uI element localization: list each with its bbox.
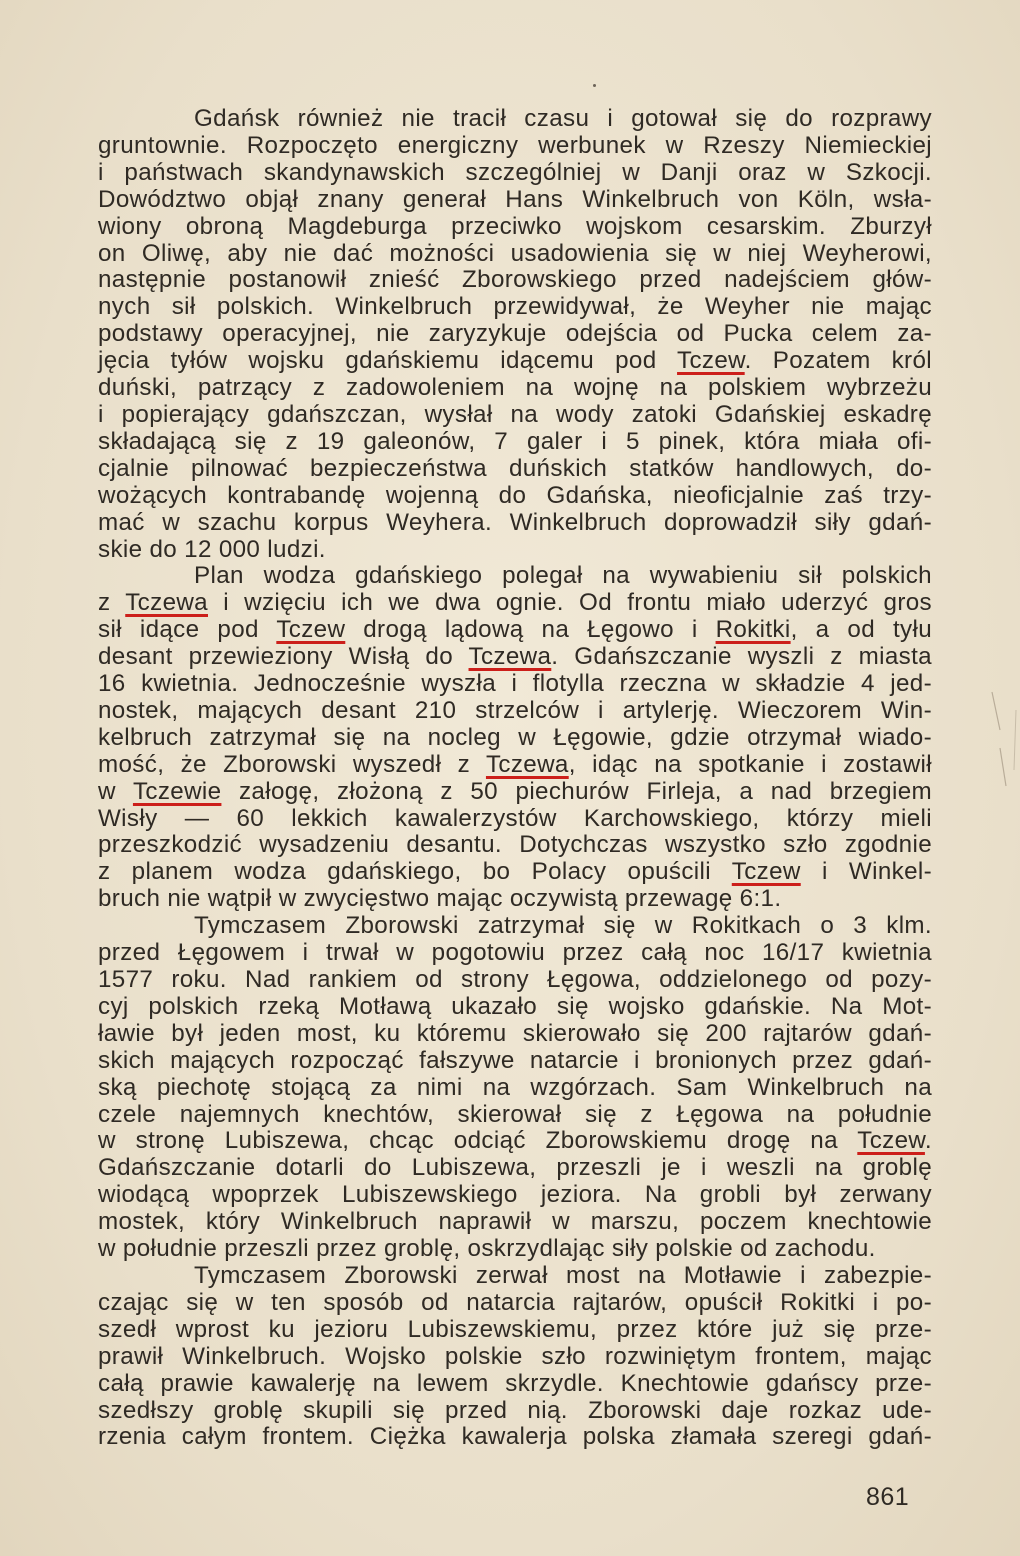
text-run: załogę, złożoną z 50 piechurów Firleja, a nad brzegiem [221, 777, 932, 805]
text-run: czając się w ten sposób od natarcia rajtarów, opuścił Rokitki i po- [98, 1288, 932, 1316]
text-run: skie do 12 000 ludzi. [98, 535, 326, 563]
text-run: wożących kontrabandę wojenną do Gdańska, nieoficjalnie zaś trzy- [98, 481, 932, 509]
text-line [98, 1344, 932, 1371]
text-run: drogą lądową na Łęgowo i [345, 616, 716, 644]
text-run: Dowództwo objął znany generał Hans Winkelbruch von Köln, wsła- [98, 185, 932, 213]
text-line [98, 214, 932, 241]
text-line [98, 267, 932, 294]
page-number: 861 [866, 1483, 910, 1511]
text-run: Gdańsk również nie tracił czasu i gotował się do rozprawy [194, 105, 932, 132]
text-run: , a od tyłu [790, 616, 932, 644]
paragraph [98, 106, 932, 563]
text-line [98, 967, 932, 994]
underlined-place-name: Tczewa [485, 750, 569, 778]
text-run: szedłszy groblę skupili się przed nią. Zborowski daje rozkaz ude- [98, 1396, 932, 1424]
text-run: mostek, który Winkelbruch naprawił w marszu, poczem knechtowie [98, 1208, 932, 1236]
text-line [98, 160, 932, 187]
text-line [98, 725, 932, 752]
text-run: duński, patrzący z zadowoleniem na wojnę na polskiem wybrzeżu [98, 374, 932, 402]
text-run: szedł wprost ku jezioru Lubiszewskiemu, przez które już się prze- [98, 1315, 932, 1343]
text-line [98, 698, 932, 725]
text-run: bruch nie wątpił w zwycięstwo mając oczywistą przewagę 6:1. [98, 885, 782, 913]
text-run: Wisły — 60 lekkich kawalerzystów Karchowskiego, którzy mieli [98, 804, 932, 832]
underlined-place-name: Tczew [677, 347, 745, 375]
text-run: sił idące pod [98, 616, 277, 644]
text-run: wiony obroną Magdeburga przeciwko wojskom cesarskim. Zburzył [98, 212, 932, 240]
paragraph [98, 1263, 932, 1451]
text-line [98, 294, 932, 321]
text-line [98, 752, 932, 779]
text-run: rzenia całym frontem. Ciężka kawalerja polska złamała szeregi gdań- [98, 1423, 932, 1451]
text-line [98, 1371, 932, 1398]
text-run: czele najemnych knechtów, skierował się z Łęgowa na południe [98, 1100, 932, 1128]
text-line [98, 1398, 932, 1425]
text-line [98, 187, 932, 214]
text-line [98, 913, 932, 940]
text-line [98, 429, 932, 456]
text-run: nostek, mających desant 210 strzelców i artylerję. Wieczorem Win- [98, 696, 932, 724]
text-line [98, 940, 932, 967]
text-run: skich mających rozpocząć fałszywe natarcie i bronionych przez gdań- [98, 1046, 932, 1074]
text-run: prawił Winkelbruch. Wojsko polskie szło rozwiniętym frontem, mając [98, 1342, 932, 1370]
text-line [98, 1048, 932, 1075]
text-line [98, 806, 932, 833]
text-line [98, 456, 932, 483]
underlined-place-name: Tczew [857, 1127, 925, 1155]
text-run: i popierający gdańszczan, wysłał na wody zatoki Gdańskiej eskadrę [98, 400, 932, 428]
text-run: i Winkel- [800, 858, 932, 886]
text-line [98, 1155, 932, 1182]
text-line [98, 994, 932, 1021]
text-line [98, 671, 932, 698]
text-line [98, 1263, 932, 1290]
text-run: desant przewieziony Wisłą do [98, 643, 469, 671]
text-run: i wzięciu ich we dwa ognie. Od frontu miało uderzyć gros [208, 589, 932, 617]
print-speck [593, 84, 596, 87]
text-run: mać w szachu korpus Weyhera. Winkelbruch doprowadził siły gdań- [98, 508, 932, 536]
text-line [98, 348, 932, 375]
text-run: następnie postanowił znieść Zborowskiego przed nadejściem głów- [98, 266, 932, 294]
text-run: . Gdańszczanie wyszli z miasta [551, 643, 932, 671]
text-run: ławie był jeden most, ku któremu skierowało się 200 rajtarów gdań- [98, 1019, 932, 1047]
underlined-place-name: Tczewie [132, 777, 222, 805]
text-run: całą prawie kawalerję na lewem skrzydle. Knechtowie gdańscy prze- [98, 1369, 932, 1397]
text-run: z [98, 589, 126, 617]
text-line [98, 510, 932, 537]
text-line [98, 483, 932, 510]
text-run: gruntownie. Rozpoczęto energiczny werbunek w Rzeszy Niemieckiej [98, 131, 932, 159]
text-run: 1577 roku. Nad rankiem od strony Łęgowa, oddzielonego od pozy- [98, 966, 932, 993]
body-text [98, 106, 932, 1451]
text-run: w [98, 777, 133, 805]
text-run: on Oliwę, aby nie dać możności usadowienia się w niej Weyherowi, [98, 239, 932, 267]
text-run: nych sił polskich. Winkelbruch przewidywał, że Weyher nie mając [98, 293, 932, 321]
text-line [98, 1128, 932, 1155]
text-line [98, 644, 932, 671]
text-line [98, 1317, 932, 1344]
underlined-place-name: Tczewa [468, 643, 552, 671]
text-line [98, 1424, 932, 1451]
text-run: Plan wodza gdańskiego polegał na wywabieniu sił polskich [194, 562, 932, 590]
text-line [98, 859, 932, 886]
text-line [98, 590, 932, 617]
text-line [98, 1021, 932, 1048]
text-line [98, 402, 932, 429]
text-run: i państwach skandynawskich szczególniej w Danji oraz w Szkocji. [98, 158, 932, 186]
text-run: mość, że Zborowski wyszedł z [98, 750, 486, 778]
text-line [98, 1236, 932, 1263]
underlined-place-name: Tczewa [125, 589, 208, 617]
underlined-place-name: Rokitki [715, 616, 791, 644]
text-run: cyj polskich rzeką Motławą ukazało się wojsko gdańskie. Na Mot- [98, 992, 932, 1020]
text-run: , idąc na spotkanie i zostawił [568, 750, 932, 778]
underlined-place-name: Tczew [731, 858, 801, 886]
text-line [98, 321, 932, 348]
text-run: Tymczasem Zborowski zerwał most na Motławie i zabezpie- [194, 1261, 932, 1289]
text-run: wiodącą wpoprzek Lubiszewskiego jeziora. Na grobli był zerwany [98, 1181, 932, 1209]
text-run: podstawy operacyjnej, nie zaryzykuje odejścia od Pucka celem za- [98, 320, 932, 348]
text-run: przeszkodzić wysadzeniu desantu. Dotychczas wszystko szło zgodnie [98, 831, 932, 859]
text-line [98, 832, 932, 859]
text-run: przed Łęgowem i trwał w pogotowiu przez całą noc 16/17 kwietnia [98, 939, 932, 967]
text-line [98, 375, 932, 402]
text-run: . Pozatem król [744, 347, 932, 375]
text-run: w południe przeszli przez groblę, oskrzydlając siły polskie od zachodu. [98, 1235, 876, 1263]
paragraph [98, 913, 932, 1263]
text-line [98, 617, 932, 644]
text-run: cjalnie pilnować bezpieczeństwa duńskich statków handlowych, do- [98, 454, 932, 482]
text-run: Gdańszczanie dotarli do Lubiszewa, przeszli je i weszli na groblę [98, 1154, 932, 1182]
text-run: w stronę Lubiszewa, chcąc odciąć Zborowskiemu drogę na [98, 1127, 858, 1155]
text-line [98, 241, 932, 268]
text-line [98, 886, 932, 913]
text-line [98, 1102, 932, 1129]
text-line [98, 106, 932, 133]
underlined-place-name: Tczew [276, 616, 346, 644]
text-line [98, 1209, 932, 1236]
text-run: . [924, 1127, 932, 1155]
text-line [98, 563, 932, 590]
paragraph [98, 563, 932, 913]
margin-pencil-mark-icon [990, 690, 1020, 800]
text-run: składającą się z 19 galeonów, 7 galer i 5 pinek, która miała ofi- [98, 427, 932, 455]
text-line [98, 133, 932, 160]
text-run: ską piechotę stojącą za nimi na wzgórzach. Sam Winkelbruch na [98, 1073, 932, 1101]
text-line [98, 1290, 932, 1317]
text-run: z planem wodza gdańskiego, bo Polacy opuścili [98, 858, 732, 886]
text-line [98, 1075, 932, 1102]
text-line [98, 779, 932, 806]
text-run: kelbruch zatrzymał się na nocleg w Łęgowie, gdzie otrzymał wiado- [98, 723, 932, 751]
text-line [98, 537, 932, 564]
text-line [98, 1182, 932, 1209]
text-run: 16 kwietnia. Jednocześnie wyszła i flotylla rzeczna w składzie 4 jed- [98, 670, 932, 698]
text-run: Tymczasem Zborowski zatrzymał się w Rokitkach o 3 klm. [194, 912, 932, 940]
text-run: jęcia tyłów wojsku gdańskiemu idącemu pod [98, 347, 678, 375]
